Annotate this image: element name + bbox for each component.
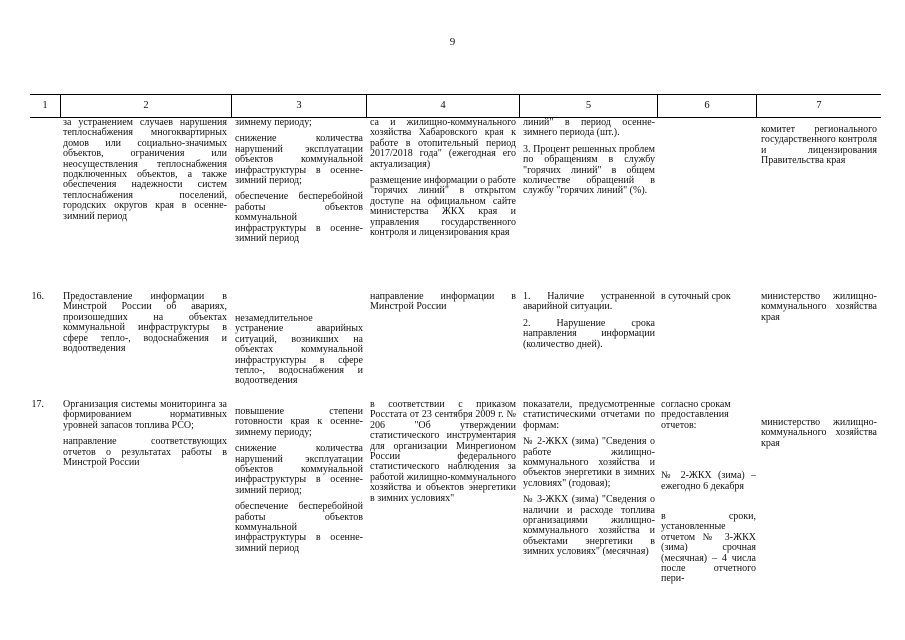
page-number: 9 bbox=[449, 36, 456, 48]
row-16-number: 16. bbox=[31, 291, 44, 302]
header-col-5: 5 bbox=[519, 95, 657, 117]
row-16-mechanism: направление информации в Минстрой России bbox=[370, 291, 516, 313]
row-16-result: незамедлительное устранение аварийных ситуаций, возникших на объектах коммунальной инфраструктуры в сфере тепло-, водоснабжения и водоотведения bbox=[235, 313, 363, 387]
header-col-3: 3 bbox=[231, 95, 366, 117]
row-17-number: 17. bbox=[31, 399, 44, 410]
row-0-responsible: комитет регионального государственного контроля и лицензирования Правительства края bbox=[761, 124, 877, 167]
header-col-1: 1 bbox=[42, 100, 48, 111]
header-col-6: 6 bbox=[657, 95, 756, 117]
row-17-task: Организация системы мониторинга за формированием нормативных уровней запасов топлива РСО; направление соответствующих отчетов о результатах работы в Минстрой России bbox=[63, 399, 227, 469]
row-16-deadline: в суточный срок bbox=[661, 291, 731, 302]
row-0-result: зимнему периоду; снижение количества нарушений эксплуатации объектов коммунальной инфраструктуры в осенне-зимний период; обеспечение бесперебойной работы объектов коммунальной инфраструктуры в осенне-зимний период bbox=[235, 117, 363, 245]
row-0-mechanism: са и жилищно-коммунального хозяйства Хабаровского края к работе в отопительный период 2017/2018 года" (ежегодная его актуализация) размещение информации о работе "горячих линий" в открытом доступе на официальном сайте министерства ЖКХ края и управления государственного контроля и лицензирования края bbox=[370, 117, 516, 239]
header-col-4: 4 bbox=[366, 95, 519, 117]
row-16-task: Предоставление информации в Минстрой России об авариях, произошедших на объектах коммунальной инфраструктуры в сфере тепло-, водоснабжения и водоотведения bbox=[63, 291, 227, 355]
row-0-indicator: линий" в период осенне-зимнего периода (шт.). 3. Процент решенных проблем по обращениям в службу "горячих линий" в общем количестве обращений в службу "горячих линий" (%). bbox=[523, 117, 655, 197]
row-17-result: повышение степени готовности края к осенне-зимнему периоду; снижение количества нарушений эксплуатации объектов коммунальной инфраструктуры в осенне-зимний период; обеспечение бесперебойной работы объектов коммунальной инфраструктуры в осенне-зимний период bbox=[235, 406, 363, 554]
header-col-7: 7 bbox=[756, 95, 881, 117]
row-0-task: за устранением случаев нарушения теплоснабжения многоквартирных домов или социально-значимых объектов, ограничения или неосуществления теплоснабжения подключенных объектов, а также обеспечения надежности систем теплоснабжения поселений, городских округов края в осенне-зимний период bbox=[63, 117, 227, 222]
table-header bbox=[30, 94, 881, 118]
row-17-indicator: показатели, предусмотренные статистическими отчетами по формам: № 2-ЖКХ (зима) "Сведения о работе жилищно-коммунального хозяйства и объектов энергетики в зимних условиях" (годовая); № 3-ЖКХ (зима) "Сведения о наличии и расходе топлива организациями жилищно-коммунального хозяйства и объектами энергетики в зимних условиях" (месячная) bbox=[523, 399, 655, 558]
row-16-indicator: 1. Наличие устраненной аварийной ситуации. 2. Нарушение срока направления информации (количество дней). bbox=[523, 291, 655, 350]
row-17-deadline: согласно срокам предоставления отчетов: № 2-ЖКХ (зима) – ежегодно 6 декабря в сроки, установленные отчетом № 3-ЖКХ (зима) срочная (месячная) – 4 числа после отчетного пери- bbox=[661, 399, 756, 585]
row-17-mechanism: в соответствии с приказом Росстата от 23 сентября 2009 г. № 206 "Об утверждении статистического инструментария для организации Минрегионом России федерального статистического наблюдения за работой жилищно-коммунального хозяйства и объектов энергетики в зимних условиях" bbox=[370, 399, 516, 504]
row-16-responsible: министерство жилищно-коммунального хозяйства края bbox=[761, 291, 877, 323]
row-17-responsible: министерство жилищно-коммунального хозяйства края bbox=[761, 417, 877, 449]
header-col-2: 2 bbox=[60, 95, 231, 117]
